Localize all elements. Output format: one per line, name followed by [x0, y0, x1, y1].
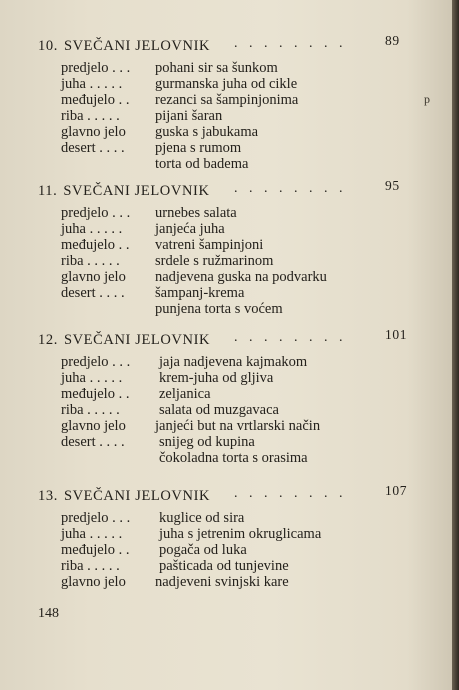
menu-title: SVEČANI JELOVNIK	[63, 183, 210, 199]
dish-name: salata od muzgavaca	[159, 402, 279, 418]
menu-row	[38, 418, 408, 434]
menu-title: SVEČANI JELOVNIK	[63, 332, 211, 348]
menu-row	[38, 402, 408, 418]
course-label: juha . . . . .	[61, 526, 123, 542]
margin-mark: p	[424, 92, 430, 106]
course-label: međujelo . .	[61, 92, 130, 108]
dish-name: šampanj-krema	[155, 285, 245, 301]
menu-row	[38, 124, 408, 140]
menu-title: SVEČANI JELOVNIK	[63, 38, 211, 54]
course-label: desert . . . .	[61, 434, 125, 450]
course-label: juha . . . . .	[61, 76, 123, 92]
course-label: predjelo . . .	[61, 510, 131, 526]
menu-row	[38, 92, 408, 108]
menu-row	[38, 370, 408, 386]
course-label: riba . . . . .	[61, 402, 120, 418]
course-label: predjelo . . .	[61, 60, 131, 76]
dish-name: gurmanska juha od cikle	[155, 76, 298, 92]
course-label: međujelo . .	[61, 237, 130, 253]
course-label: glavno jelo	[61, 418, 126, 434]
menu-row	[38, 285, 408, 301]
course-label: međujelo . .	[61, 386, 130, 402]
menu-heading	[38, 327, 408, 354]
page-edge-shadow	[452, 0, 459, 690]
page-number: 148	[38, 606, 59, 621]
dish-name: nadjevena guska na podvarku	[155, 269, 327, 285]
menu-row	[38, 205, 408, 221]
leader-dots: . . . . . . . .	[234, 330, 347, 345]
menu-row	[38, 269, 408, 285]
dish-name: srdele s ružmarinom	[155, 253, 274, 269]
menu-section-13	[38, 483, 408, 590]
menu-number: 11.	[38, 183, 58, 199]
dish-name: pohani sir sa šunkom	[155, 60, 278, 76]
menu-row	[38, 60, 408, 76]
menu-title: SVEČANI JELOVNIK	[63, 488, 211, 504]
leader-dots: . . . . . . . .	[234, 486, 347, 501]
leader-dots: . . . . . . . .	[234, 181, 347, 196]
menu-row	[38, 542, 408, 558]
dish-name: juha s jetrenim okruglicama	[159, 526, 322, 542]
dish-name: jaja nadjevena kajmakom	[159, 354, 308, 370]
course-label: juha . . . . .	[61, 370, 123, 386]
menu-row	[38, 237, 408, 253]
leader-dots: . . . . . . . .	[234, 36, 347, 51]
menu-row	[38, 140, 408, 156]
menu-row	[38, 434, 408, 450]
menu-section-11	[38, 178, 408, 317]
page-reference: 101	[385, 327, 408, 342]
course-label: riba . . . . .	[61, 108, 120, 124]
dish-name: snijeg od kupina	[159, 434, 255, 450]
menu-row	[38, 76, 408, 92]
course-label: međujelo . .	[61, 542, 130, 558]
dish-name: guska s jabukama	[155, 124, 259, 140]
menu-heading	[38, 178, 408, 205]
course-label: glavno jelo	[61, 124, 126, 140]
dish-name: pjena s rumom	[155, 140, 242, 156]
menu-row	[38, 386, 408, 402]
menu-heading	[38, 483, 408, 510]
menu-row	[38, 253, 408, 269]
dish-name: čokoladna torta s orasima	[159, 450, 308, 466]
menu-number: 12.	[38, 332, 58, 348]
dish-name: vatreni šampinjoni	[155, 237, 264, 253]
dish-name: zeljanica	[159, 386, 211, 402]
menu-number: 13.	[38, 488, 58, 504]
course-label: predjelo . . .	[61, 354, 131, 370]
menu-heading	[38, 33, 408, 60]
dish-name: urnebes salata	[155, 205, 237, 221]
course-label: riba . . . . .	[61, 558, 120, 574]
menu-row	[38, 108, 408, 124]
dish-name: pašticada od tunjevine	[159, 558, 289, 574]
course-label: riba . . . . .	[61, 253, 120, 269]
menu-row	[38, 354, 408, 370]
dish-name: torta od badema	[155, 156, 249, 172]
menu-row	[38, 301, 408, 317]
dish-name: pogača od luka	[159, 542, 247, 558]
menu-row	[38, 156, 408, 172]
menu-section-12	[38, 327, 408, 466]
page-reference: 107	[385, 483, 408, 498]
course-label: glavno jelo	[61, 269, 126, 285]
dish-name: janjeća juha	[155, 221, 225, 237]
dish-name: pijani šaran	[155, 108, 223, 124]
course-label: predjelo . . .	[61, 205, 131, 221]
course-label: desert . . . .	[61, 140, 125, 156]
menu-row	[38, 558, 408, 574]
dish-name: krem-juha od gljiva	[159, 370, 274, 386]
page-reference: 89	[385, 33, 400, 48]
course-label: desert . . . .	[61, 285, 125, 301]
dish-name: janjeći but na vrtlarski način	[155, 418, 321, 434]
menu-row	[38, 526, 408, 542]
menu-number: 10.	[38, 38, 58, 54]
menu-row	[38, 574, 408, 590]
menu-row	[38, 221, 408, 237]
menu-row	[38, 450, 408, 466]
dish-name: kuglice od sira	[159, 510, 245, 526]
dish-name: rezanci sa šampinjonima	[155, 92, 299, 108]
page-reference: 95	[385, 178, 400, 193]
course-label: glavno jelo	[61, 574, 126, 590]
menu-section-10	[38, 33, 408, 172]
dish-name: punjena torta s voćem	[155, 301, 283, 317]
course-label: juha . . . . .	[61, 221, 123, 237]
menu-row	[38, 510, 408, 526]
dish-name: nadjeveni svinjski kare	[155, 574, 289, 590]
